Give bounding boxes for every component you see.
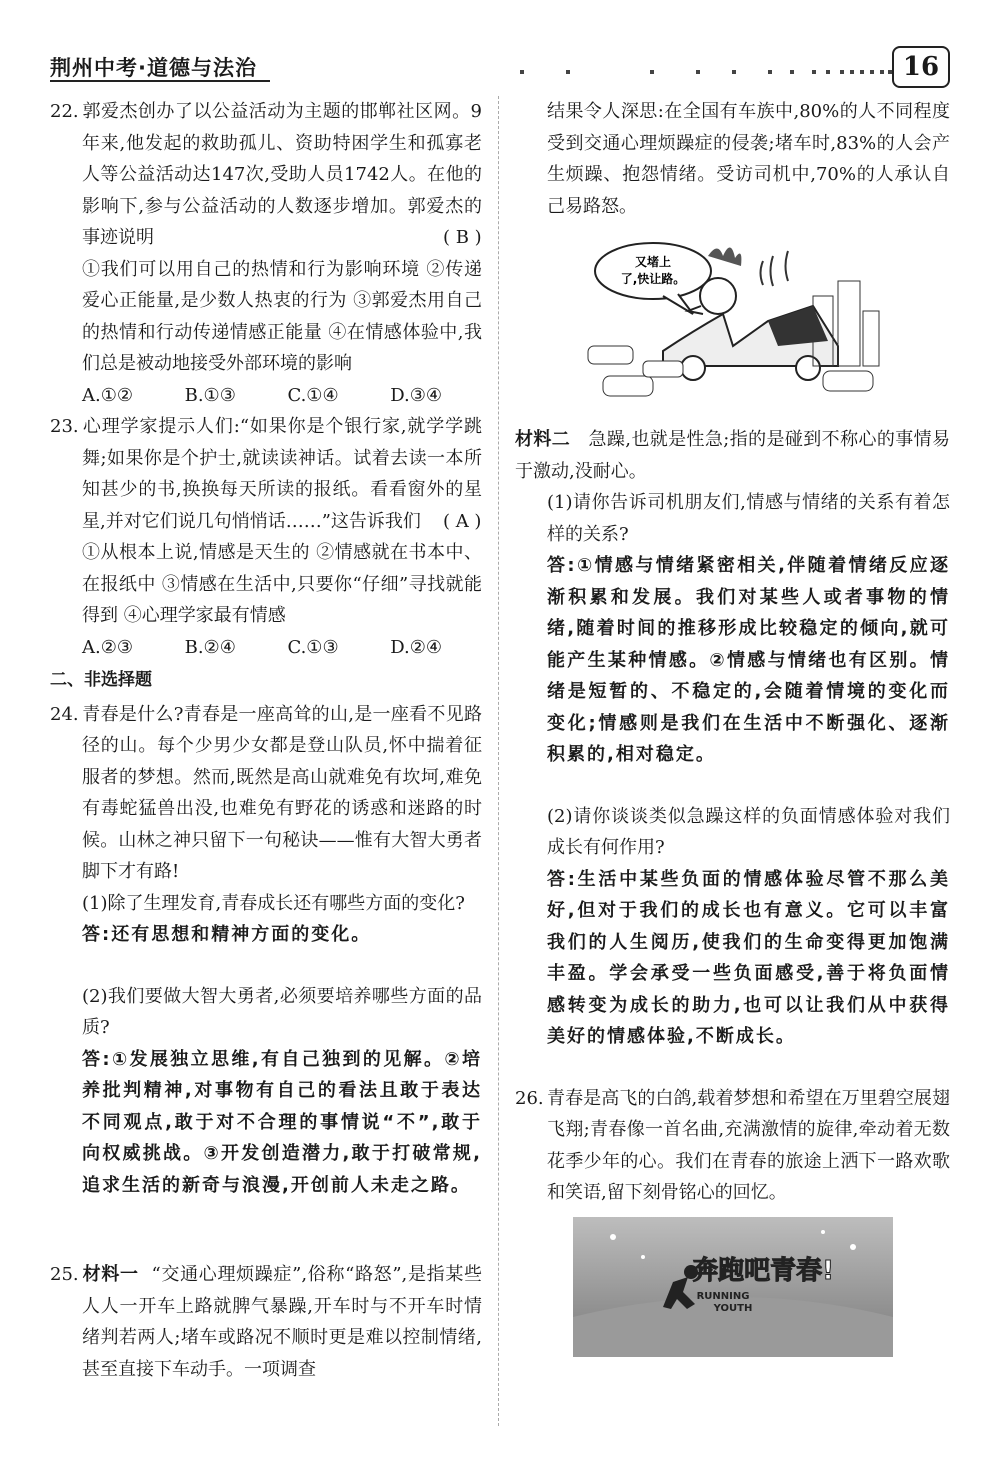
question-26: 26. 青春是高飞的白鸽,载着梦想和希望在万里碧空展翅飞翔;青春像一首名曲,充满激情的旋律,牵动着无数花季少年的心。我们在青春的旅途上洒下一路欢歌和笑语,留下刻骨铭心的回忆。 (515, 1087, 950, 1203)
banner-en-2: YOUTH (713, 1302, 752, 1314)
q25-answer1: 答:①情感与情绪紧密相关,伴随着情绪反应逐渐积累和发展。我们对某些人或者事物的情绪,随着时间的推移形成比较稳定的倾向,就可能产生某种情感。②情感与情绪也有区别。情绪是短暂的、不稳定的,会随着情境的变化而变化;情感则是我们在生活中不断强化、逐渐积累的,相对稳定。 (547, 555, 950, 765)
material-1-continued: 结果令人深思:在全国有车族中,80%的人不同程度受到交通心理烦躁症的侵袭;堵车时,83%的人会产生烦躁、抱怨情绪。受访司机中,70%的人承认自己易路怒。 (547, 101, 950, 217)
option: C.①④ (287, 384, 339, 406)
q25-answer2: 答:生活中某些负面的情感体验尽管不那么美好,但对于我们的成长也有意义。它可以丰富我们的人生阅历,使我们的生命变得更加饱满丰盈。学会承受一些负面感受,善于将负面情感转变为成长的助力,也可以让我们从中获得美好的情感体验,不断成长。 (547, 868, 950, 1047)
option: A.②③ (82, 636, 133, 658)
option: B.②④ (184, 636, 236, 658)
q26-stem: 青春是高飞的白鸽,载着梦想和希望在万里碧空展翅飞翔;青春像一首名曲,充满激情的旋律,牵动着无数花季少年的心。我们在青春的旅途上洒下一路欢歌和笑语,留下刻骨铭心的回忆。 (547, 1087, 950, 1203)
option: D.③④ (390, 384, 442, 406)
q22-stem: 郭爱杰创办了以公益活动为主题的邯郸社区网。9年来,他发起的救助孤儿、资助特困学生和孤寡老人等公益活动达147次,受助人员1742人。在他的影响下,参与公益活动的人数逐步增加。郭爱杰的事迹说明 (82, 101, 482, 248)
question-23: 23. 心理学家提示人们:“如果你是个银行家,就学学跳舞;如果你是个护士,就读读神话。试着去读一本所知甚少的书,换换每天所读的报纸。看看窗外的星星,并对它们说几句悄悄话……”这告诉我们 ( A ) (50, 411, 482, 537)
right-column (515, 96, 950, 1365)
q24-sub1: (1)除了生理发育,青春成长还有哪些方面的变化? (82, 892, 465, 914)
banner-title: 奔跑吧青春! (691, 1255, 834, 1286)
page-number: 16 (892, 46, 950, 88)
column-divider (498, 96, 499, 1426)
q23-answer: ( A ) (442, 510, 482, 532)
material-1-text: “交通心理烦躁症”,俗称“路怒”,是指某些人人一开车上路就脾气暴躁,开车时与不开车时情绪判若两人;堵车或路况不顺时更是难以控制情绪,甚至直接下车动手。一项调查 (82, 1264, 482, 1380)
material-1-label: 材料一 (82, 1264, 139, 1285)
page-header (50, 44, 950, 94)
bubble-line-1: 又堵上 (634, 255, 671, 269)
question-24: 24. 青春是什么?青春是一座高耸的山,是一座看不见路径的山。每个少男少女都是登山队员,怀中揣着征服者的梦想。然而,既然是高山就难免有坎坷,难免有毒蛇猛兽出没,也难免有野花的诱惑和迷路的时候。山林之神只留下一句秘诀——惟有大智大勇者脚下才有路! (50, 703, 482, 882)
q24-answer1: 答:还有思想和精神方面的变化。 (82, 924, 372, 945)
q23-options (50, 632, 482, 664)
material-2-label: 材料二 (515, 429, 571, 450)
q25-sub1: (1)请你告诉司机朋友们,情感与情绪的关系有着怎样的关系? (547, 492, 950, 545)
q22-answer: ( B ) (442, 227, 482, 248)
q24-answer2: 答:①发展独立思维,有自己独到的见解。②培养批判精神,对事物有自己的看法且敢于表达不同观点,敢于对不合理的事情说“不”,敢于向权威挑战。③开发创造潜力,敢于打破常规,追求生活的新奇与浪漫,开创前人未走之路。 (82, 1048, 482, 1196)
q23-stem: 心理学家提示人们:“如果你是个银行家,就学学跳舞;如果你是个护士,就读读神话。试着去读一本所知甚少的书,换换每天所读的报纸。看看窗外的星星,并对它们说几句悄悄话……”这告诉我们 (82, 416, 482, 532)
q25-sub2: (2)请你谈谈类似急躁这样的负面情感体验对我们成长有何作用? (547, 805, 950, 858)
decorative-dots (520, 70, 920, 80)
q23-statements: ①从根本上说,情感是天生的 ②情感就在书本中、在报纸中 ③情感在生活中,只要你“仔细”寻找就能得到 ④心理学家最有情感 (82, 542, 482, 626)
left-column (50, 96, 482, 1385)
q24-sub2: (2)我们要做大智大勇者,必须要培养哪些方面的品质? (82, 985, 482, 1038)
option: C.①③ (287, 636, 339, 658)
question-22: 22. 郭爱杰创办了以公益活动为主题的邯郸社区网。9年来,他发起的救助孤儿、资助特困学生和孤寡老人等公益活动达147次,受助人员1742人。在他的影响下,参与公益活动的人数逐步增加。郭爱杰的事迹说明 ( B ) (50, 96, 482, 254)
q24-stem: 青春是什么?青春是一座高耸的山,是一座看不见路径的山。每个少男少女都是登山队员,怀中揣着征服者的梦想。然而,既然是高山就难免有坎坷,难免有毒蛇猛兽出没,也难免有野花的诱惑和迷路的时候。山林之神只留下一句秘诀——惟有大智大勇者脚下才有路! (82, 703, 482, 882)
option: A.①② (82, 384, 133, 406)
option: D.②④ (390, 636, 442, 658)
option: B.①③ (184, 384, 236, 406)
section-heading: 二、非选择题 (50, 670, 152, 690)
road-rage-cartoon (583, 236, 883, 416)
material-2 (515, 424, 950, 487)
question-25: 25. 材料一 “交通心理烦躁症”,俗称“路怒”,是指某些人人一开车上路就脾气暴躁,开车时与不开车时情绪判若两人;堵车或路况不顺时更是难以控制情绪,甚至直接下车动手。一项调查 (50, 1264, 482, 1380)
banner-en-1: RUNNING (696, 1290, 749, 1302)
q22-statements: ①我们可以用自己的热情和行为影响环境 ②传递爱心正能量,是少数人热衷的行为 ③郭爱杰用自己的热情和行动传递情感正能量 ④在情感体验中,我们总是被动地接受外部环境的影响 (82, 258, 482, 374)
q22-options (50, 380, 482, 412)
header-rule (50, 80, 270, 82)
running-youth-banner (573, 1217, 893, 1357)
material-2-text: 急躁,也就是性急;指的是碰到不称心的事情易于激动,没耐心。 (515, 429, 951, 482)
bubble-line-2: 了,快让路。 (620, 272, 685, 286)
header-title: 荆州中考·道德与法治 (50, 56, 257, 80)
